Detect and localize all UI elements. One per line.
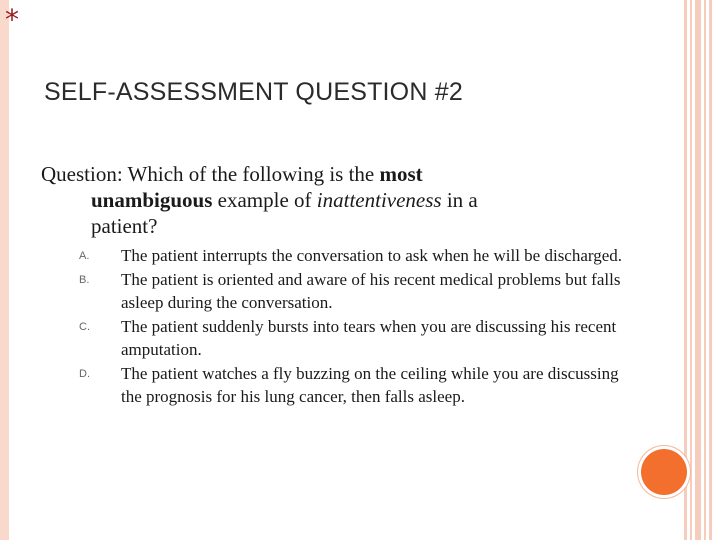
option-d xyxy=(79,362,639,409)
left-decorative-bar xyxy=(0,0,9,540)
option-c xyxy=(79,315,639,362)
question-suffix: in a xyxy=(441,188,478,212)
answer-options xyxy=(79,244,639,409)
slide-title: SELF-ASSESSMENT QUESTION #2 xyxy=(44,78,463,106)
asterisk-marker: * xyxy=(5,3,19,36)
option-b xyxy=(79,268,639,315)
option-text: The patient is oriented and aware of his recent medical problems but falls asleep during the conversation. xyxy=(121,269,621,312)
question-prefix: Question: Which of the following is the xyxy=(41,162,380,186)
question-mid: example of xyxy=(212,188,317,212)
option-letter: C. xyxy=(79,320,90,333)
option-text: The patient watches a fly buzzing on the ceiling while you are discussing the prognosis for his lung cancer, then falls asleep. xyxy=(121,363,619,406)
question-text xyxy=(41,161,561,239)
question-italic-inattentiveness: inattentiveness xyxy=(316,188,442,212)
option-text: The patient suddenly bursts into tears when you are discussing his recent amputation. xyxy=(121,316,617,359)
option-letter: D. xyxy=(79,367,90,380)
orange-circle-decoration xyxy=(641,449,687,495)
option-a xyxy=(79,244,639,268)
question-end: patient? xyxy=(91,214,158,238)
right-decorative-lines xyxy=(684,0,714,540)
option-text: The patient interrupts the conversation to ask when he will be discharged. xyxy=(121,246,623,265)
option-letter: B. xyxy=(79,273,90,286)
option-letter: A. xyxy=(79,250,90,262)
question-bold-unambiguous: unambiguous xyxy=(91,188,213,212)
question-bold-most: most xyxy=(379,162,423,186)
